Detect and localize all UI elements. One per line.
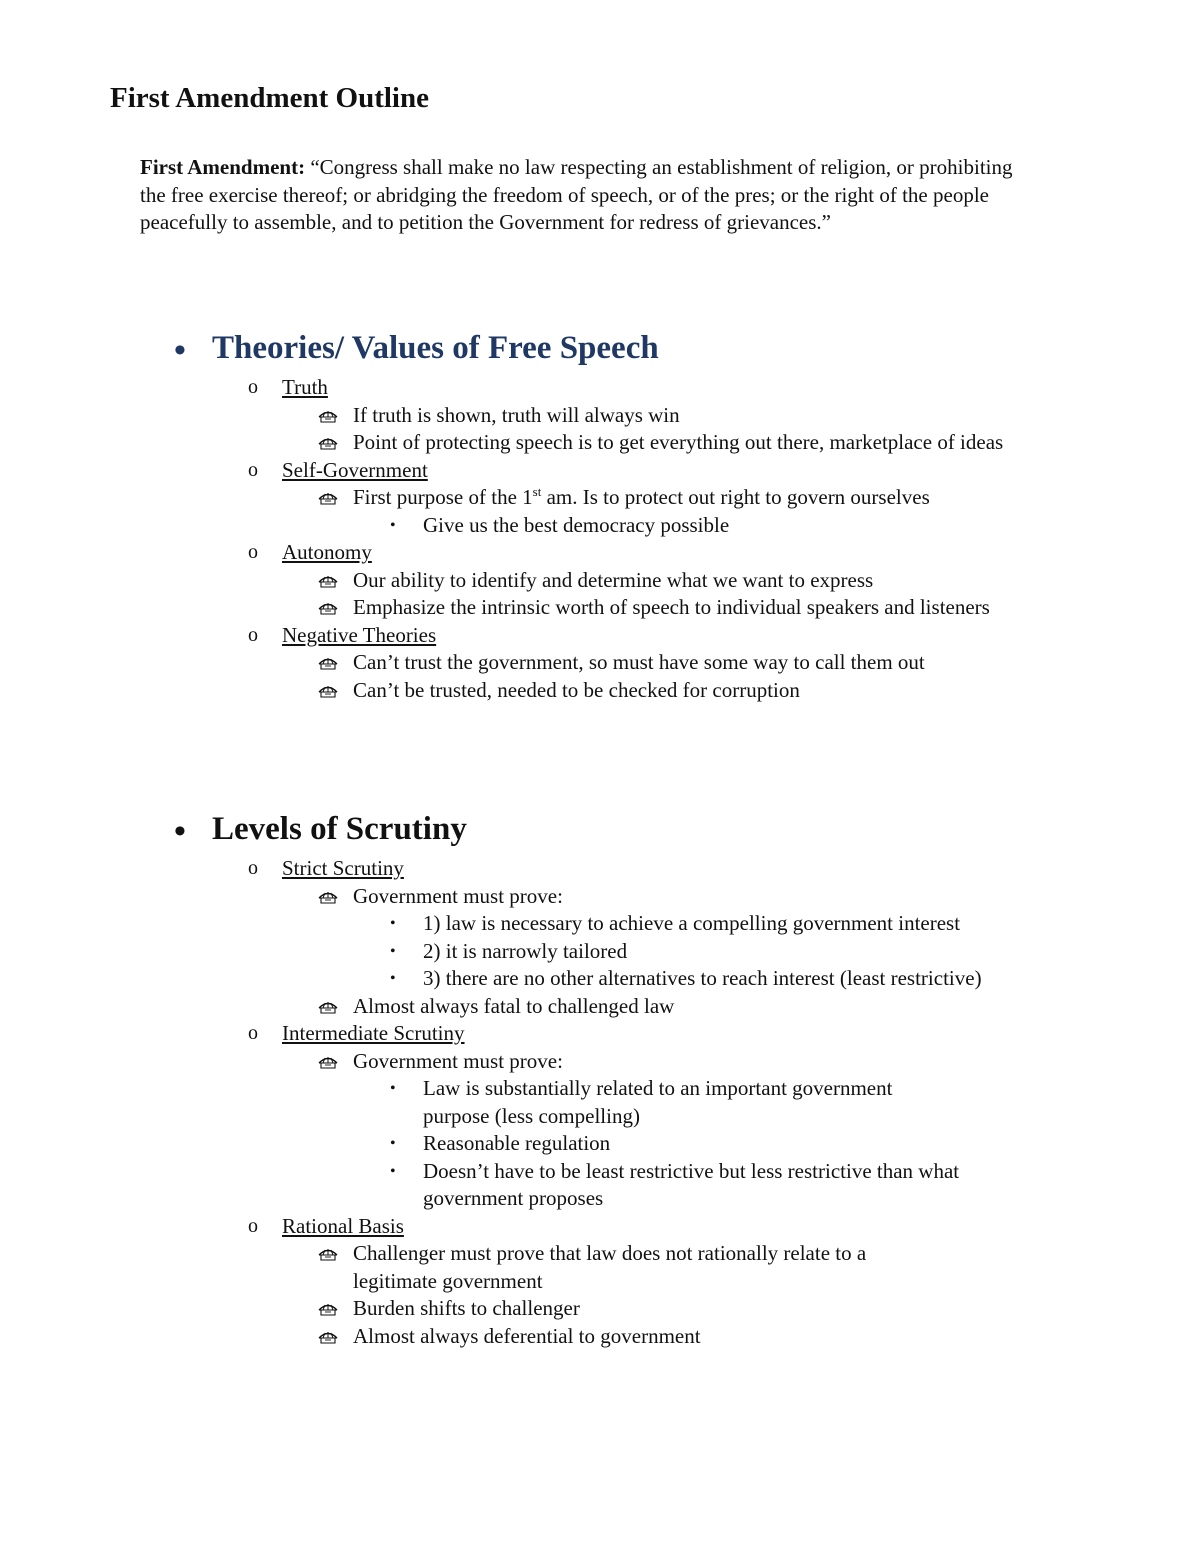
umbrella-icon: [318, 1246, 338, 1262]
item-text: am. Is to protect out right to govern ourselves: [541, 485, 930, 509]
section-scrutiny: [0, 811, 1200, 1350]
item-text: Reasonable regulation: [423, 1131, 611, 1155]
outline-item: [0, 1213, 1200, 1241]
item-text: Point of protecting speech is to get everything out there, marketplace of ideas: [353, 430, 1004, 454]
item-text: Our ability to identify and determine what we want to express: [353, 567, 874, 592]
item-text: Almost always fatal to challenged law: [353, 993, 675, 1018]
item-text: Doesn’t have to be least restrictive but less restrictive than what government proposes: [423, 1158, 960, 1210]
section-theories: [0, 330, 1200, 704]
outline-subsubitem: [0, 1075, 963, 1130]
outline-subitem: [0, 1048, 1043, 1076]
outline-subitem: [0, 1240, 943, 1295]
circle-bullet: o: [248, 857, 258, 879]
dot-bullet: •: [390, 1080, 396, 1097]
amendment-label: First Amendment:: [140, 155, 306, 179]
item-text: 3) there are no other alternatives to reach interest (least restrictive): [423, 966, 982, 990]
outline-subsubitem: [0, 1130, 1063, 1158]
item-text: Almost always deferential to government: [353, 1323, 701, 1348]
circle-bullet: o: [248, 458, 258, 481]
item-text: Can’t be trusted, needed to be checked for corruption: [353, 677, 800, 702]
item-label: Truth: [282, 375, 328, 399]
item-text: Burden shifts to challenger: [353, 1296, 580, 1320]
outline-item: [0, 457, 1200, 485]
amendment-text: “Congress shall make no law respecting an establishment of religion, or prohibiting the free exercise thereof; or abridging the freedom of speech, or of the pres; or the right of the people peacefully to assemble, and to petition the Government for redress of grievances.”: [140, 155, 1013, 234]
section-heading: Levels of Scrutiny: [212, 811, 467, 847]
item-label: Autonomy: [282, 540, 372, 564]
outline-subsubitem: [0, 1158, 983, 1213]
outline-subitem: [0, 1295, 1043, 1323]
umbrella-icon: [318, 999, 338, 1015]
outline-subitem: [0, 594, 1043, 622]
item-text: Government must prove:: [353, 883, 563, 908]
outline-item: [0, 855, 1200, 883]
outline-subitem: [0, 567, 1043, 595]
item-text: 2) it is narrowly tailored: [423, 938, 628, 963]
outline-item: [0, 1020, 1200, 1048]
umbrella-icon: [318, 683, 338, 699]
section-heading: Theories/ Values of Free Speech: [212, 330, 659, 366]
item-text: If truth is shown, truth will always win: [353, 402, 680, 427]
amendment-quote: [140, 154, 1040, 237]
item-text: First purpose of the 1: [353, 485, 533, 509]
item-text: Give us the best democracy possible: [423, 512, 730, 537]
outline-subsubitem: [0, 965, 1063, 993]
item-text: Law is substantially related to an important government purpose (less compelling): [423, 1076, 893, 1128]
outline-subitem: [0, 993, 1043, 1021]
umbrella-icon: [318, 1301, 338, 1317]
dot-bullet: •: [390, 970, 396, 987]
circle-bullet: o: [248, 1022, 258, 1044]
outline-subitem: [0, 677, 1043, 705]
outline-subitem: [0, 429, 1043, 457]
outline-subitem: [0, 402, 1043, 430]
outline-subitem: [0, 484, 1043, 512]
circle-bullet: o: [248, 541, 258, 563]
umbrella-icon: [318, 573, 338, 589]
umbrella-icon: [318, 435, 338, 451]
outline-item: [0, 622, 1200, 650]
section-bullet: •: [174, 813, 186, 850]
circle-bullet: o: [248, 376, 258, 398]
umbrella-icon: [318, 600, 338, 616]
item-text: Government must prove:: [353, 1048, 563, 1073]
outline-item: [0, 374, 1200, 402]
item-label: Self-Government: [282, 457, 428, 482]
outline-subsubitem: [0, 938, 1063, 966]
dot-bullet: •: [390, 915, 396, 932]
outline-subitem: [0, 1323, 1043, 1351]
item-text: 1) law is necessary to achieve a compelling government interest: [423, 911, 961, 935]
circle-bullet: o: [248, 1214, 258, 1237]
dot-bullet: •: [390, 942, 396, 960]
superscript: st: [532, 484, 542, 499]
circle-bullet: o: [248, 623, 258, 646]
umbrella-icon: [318, 490, 338, 506]
page-title: First Amendment Outline: [110, 82, 429, 114]
outline-subsubitem: [0, 910, 1063, 938]
item-label: Intermediate Scrutiny: [282, 1021, 465, 1045]
umbrella-icon: [318, 1329, 338, 1345]
umbrella-icon: [318, 1054, 338, 1070]
outline-subsubitem: [0, 512, 1063, 540]
outline-subitem: [0, 649, 1043, 677]
item-text: Emphasize the intrinsic worth of speech to individual speakers and listeners: [353, 595, 990, 619]
umbrella-icon: [318, 889, 338, 905]
outline-subitem: [0, 883, 1043, 911]
dot-bullet: •: [390, 1135, 396, 1152]
outline-item: [0, 539, 1200, 567]
section-bullet: •: [174, 332, 186, 369]
umbrella-icon: [318, 655, 338, 671]
umbrella-icon: [318, 408, 338, 424]
item-label: Rational Basis: [282, 1213, 404, 1238]
item-text: Challenger must prove that law does not rationally relate to a legitimate government: [353, 1241, 867, 1293]
dot-bullet: •: [390, 1162, 396, 1180]
item-label: Strict Scrutiny: [282, 856, 404, 880]
item-text: Can’t trust the government, so must have some way to call them out: [353, 650, 925, 674]
item-label: Negative Theories: [282, 622, 437, 647]
dot-bullet: •: [390, 516, 396, 534]
